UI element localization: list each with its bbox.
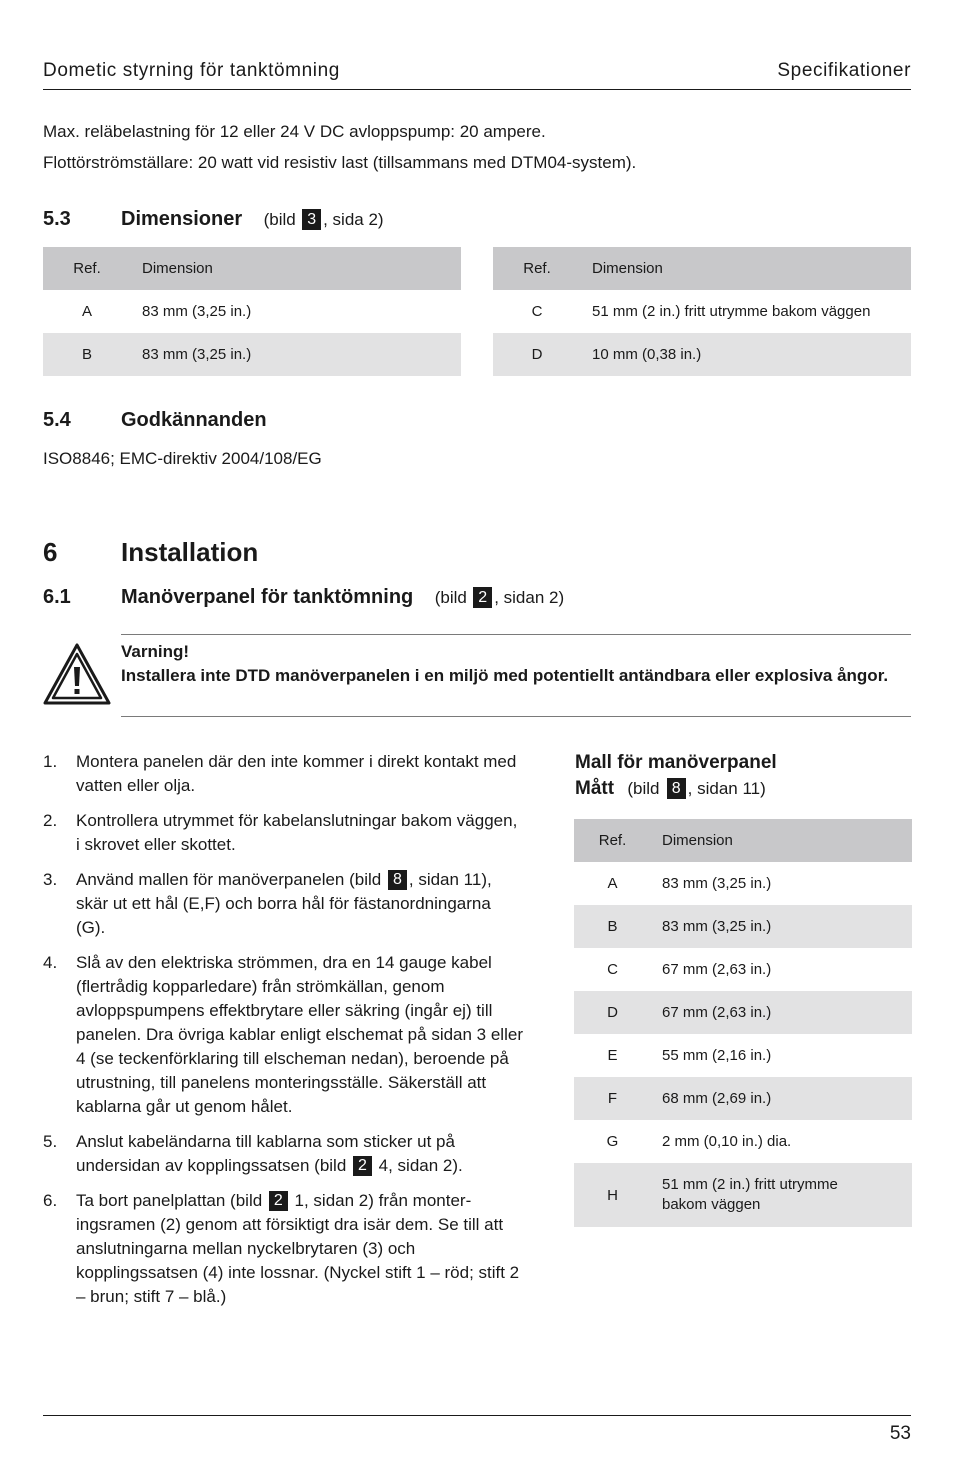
- figure-badge: 2: [473, 587, 492, 608]
- step-text-continued: 4, sidan 2).: [373, 1156, 463, 1175]
- table-header-row: [43, 247, 461, 290]
- step-number: 2.: [43, 811, 58, 830]
- table-row: [43, 290, 461, 333]
- step-number: 5.: [43, 1132, 58, 1151]
- step-text-continued: , sidan 11), skär ut ett hål (E,F) och borra hål för fästanordningarna (G).: [76, 870, 492, 937]
- warning-text: Installera inte DTD manöverpanelen i en miljö med potentiellt antändbara eller explosiva ångor.: [121, 666, 889, 685]
- step-number: 3.: [43, 870, 58, 889]
- spec-float-switch: Flottörströmställare: 20 watt vid resistiv last (tillsammans med DTM04-system).: [43, 153, 637, 172]
- step-text-continued: 1, sidan 2) från monteringsramen (2) genom att försiktigt dra isär dem. Se till att anslutningarna mellan nyckelbrytaren (3) och kopplingssatsen (4) inte lossnar. (Nyckel stift 1 – röd; stift 2 – brun; stift 7 – blå.): [76, 1191, 520, 1306]
- figure-ref-suffix: , sidan 11): [687, 779, 766, 798]
- section-number-6-1: 6.1: [43, 586, 71, 608]
- table-row: [574, 991, 912, 1034]
- table-cell-ref: B: [43, 333, 131, 376]
- list-item: [43, 951, 523, 1119]
- section-heading-5-3: [121, 208, 384, 231]
- step-text: Anslut kabeländarna till kablarna som sticker ut på undersidan av kopplingssatsen (bild: [76, 1132, 455, 1175]
- list-item: [43, 868, 523, 940]
- column-header-dimension: Dimension: [651, 819, 912, 862]
- table-cell-dimension: 83 mm (3,25 in.): [662, 875, 772, 892]
- figure-ref-prefix: (bild: [263, 210, 296, 229]
- section-title-approvals: Godkännanden: [121, 409, 267, 431]
- step-text: Kontrollera utrymmet för kabelanslutningar bakom väggen, i skrovet eller skottet.: [76, 811, 518, 854]
- list-item: [43, 809, 523, 857]
- list-item: [43, 1130, 523, 1178]
- warning-triangle-icon: [43, 643, 111, 705]
- figure-badge: 2: [353, 1156, 372, 1176]
- step-number: 1.: [43, 752, 58, 771]
- figure-badge: 8: [667, 778, 686, 799]
- table-cell-dimension: 67 mm (2,63 in.): [662, 961, 772, 978]
- running-header-section: Specifikationer: [777, 60, 911, 81]
- figure-ref-suffix: , sidan 2): [494, 588, 565, 607]
- column-header-ref: Ref.: [574, 819, 651, 862]
- table-cell-dimension: 51 mm (2 in.) fritt utrymme bakom väggen: [592, 303, 871, 320]
- table-cell-ref: G: [606, 1133, 619, 1150]
- table-row: [574, 1034, 912, 1077]
- table-row: [574, 1077, 912, 1120]
- section-number-5-3: 5.3: [43, 208, 71, 230]
- template-title: Mall för manöverpanel: [575, 752, 777, 773]
- section-number-5-4: 5.4: [43, 409, 71, 431]
- table-row: [493, 333, 911, 376]
- step-number: 6.: [43, 1191, 58, 1210]
- table-cell-dimension: 83 mm (3,25 in.): [651, 905, 912, 948]
- table-cell-dimension: 68 mm (2,69 in.): [651, 1077, 912, 1120]
- table-row: [43, 333, 461, 376]
- step-text: Ta bort panelplattan (bild: [76, 1191, 267, 1210]
- table-cell-ref: H: [574, 1163, 651, 1227]
- column-header-dimension: Dimension: [131, 247, 461, 290]
- table-cell-dimension: 55 mm (2,16 in.): [662, 1047, 772, 1064]
- figure-badge: 3: [302, 209, 321, 230]
- list-item: [43, 750, 523, 798]
- table-cell-ref: A: [607, 875, 618, 892]
- table-cell-ref: A: [81, 303, 92, 320]
- table-header-row: [574, 819, 912, 862]
- warning-title: Varning!: [121, 642, 190, 661]
- figure-badge: 8: [388, 870, 407, 890]
- page-number: 53: [889, 1423, 911, 1444]
- chapter-number-6: 6: [43, 537, 58, 567]
- table-header-row: [493, 247, 911, 290]
- step-text: Slå av den elektriska strömmen, dra en 14 gauge kabel (flertrådig kopparledare) från strömkällan, genom avloppspumpens effektbrytare eller säkring (ingår ej) till panelen. Dra övriga kablar enligt elschemat på sidan 3 eller 4 (se teckenförklaring till elscheman nedan), beroende på utrustning, till panelens monteringsställe. Säkerställ att kablarna går ut genom hålet.: [76, 953, 523, 1116]
- column-header-dimension: Dimension: [581, 247, 911, 290]
- table-cell-dimension: 51 mm (2 in.) fritt utrymme bakom väggen: [651, 1163, 912, 1227]
- table-cell-dimension: 83 mm (3,25 in.): [131, 333, 461, 376]
- table-cell-ref: D: [493, 333, 581, 376]
- table-cell-dimension: 10 mm (0,38 in.): [581, 333, 911, 376]
- running-header-title: Dometic styrning för tanktömning: [43, 60, 340, 81]
- figure-ref-suffix: , sida 2): [323, 210, 384, 229]
- table-cell-ref: E: [607, 1047, 618, 1064]
- warning-top-rule: [121, 634, 911, 635]
- table-cell-dimension: 83 mm (3,25 in.): [142, 303, 252, 320]
- section-title-dimensions: Dimensioner: [121, 208, 243, 230]
- template-subtitle: Mått: [575, 778, 615, 799]
- list-item: [43, 1189, 523, 1309]
- table-cell-ref: B: [574, 905, 651, 948]
- spec-relay-load: Max. reläbelastning för 12 eller 24 V DC avloppspump: 20 ampere.: [43, 122, 546, 141]
- step-text: Använd mallen för manöverpanelen (bild: [76, 870, 386, 889]
- table-cell-dimension: 2 mm (0,10 in.) dia.: [662, 1133, 792, 1150]
- column-header-ref: Ref.: [43, 247, 131, 290]
- table-cell-ref: C: [607, 961, 618, 978]
- figure-badge: 2: [269, 1191, 288, 1211]
- installation-steps-list: [43, 750, 523, 1320]
- warning-block: [121, 640, 911, 688]
- column-header-ref: Ref.: [493, 247, 581, 290]
- footer-rule: [43, 1415, 911, 1416]
- section-heading-6-1: [121, 586, 564, 609]
- table-row: [574, 1120, 912, 1163]
- table-cell-ref: C: [531, 303, 543, 320]
- chapter-title-installation: Installation: [121, 537, 259, 567]
- table-row: [574, 1163, 912, 1227]
- table-row: [493, 290, 911, 333]
- header-rule: [43, 89, 911, 90]
- template-heading: [575, 750, 777, 802]
- figure-ref-prefix: (bild: [627, 779, 660, 798]
- table-cell-ref: D: [574, 991, 651, 1034]
- step-text: Montera panelen där den inte kommer i direkt kontakt med vatten eller olja.: [76, 752, 517, 795]
- approvals-text: ISO8846; EMC-direktiv 2004/108/EG: [43, 449, 322, 468]
- dimension-table-left: [43, 247, 461, 376]
- dimension-table-right: [493, 247, 911, 376]
- figure-ref-prefix: (bild: [434, 588, 467, 607]
- table-cell-ref: F: [574, 1077, 651, 1120]
- table-row: [574, 862, 912, 905]
- table-cell-dimension: 67 mm (2,63 in.): [651, 991, 912, 1034]
- step-number: 4.: [43, 953, 58, 972]
- table-row: [574, 905, 912, 948]
- table-row: [574, 948, 912, 991]
- template-dimension-table: [574, 819, 912, 1227]
- warning-bottom-rule: [121, 716, 911, 717]
- section-title-control-panel: Manöverpanel för tanktömning: [121, 586, 414, 608]
